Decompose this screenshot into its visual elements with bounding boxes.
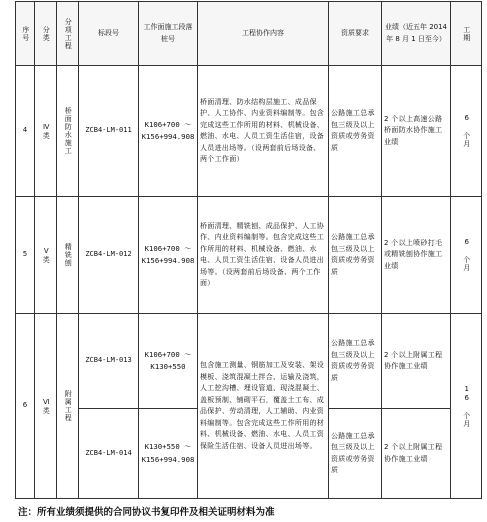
- row-work-range: K130+550 ～ K156+994.908: [139, 409, 198, 499]
- row-sub-project: 精铣刨: [57, 197, 79, 314]
- row-sub-project: 附属工程: [57, 314, 79, 499]
- row-section-no: ZCB4-LM-012: [79, 197, 139, 314]
- header-section-no: 标段号: [79, 2, 139, 66]
- header-sub-project: 分项工程: [57, 2, 79, 66]
- row-section-no: ZCB4-LM-011: [79, 66, 139, 197]
- row-content: 包含施工测量、钢筋加工及安装、架设模板、浇筑混凝土拌合、运输及浇筑，人工挖沟槽、埋设管道、现浇混凝土、盖板预制、铺砌平石，覆盖土工布、成品保护、劳动清理，人工辅助、内业资料编制等。包含完成这些工作所用的材料、机械设备、燃油、水电、人员工资保险生活住宿、设备人员进出场等。: [198, 314, 329, 499]
- row-seq: 6: [16, 314, 35, 499]
- row-performance: 2 个以上喷砂打毛或精铣刨协作施工业绩: [382, 197, 451, 314]
- row-qualification: 公路施工总承包三级及以上资质或劳务资质: [329, 197, 382, 314]
- header-performance: 业绩（近五年 2014 年 8 月 1 日至今）: [382, 2, 451, 66]
- row-duration: 6 个月: [451, 66, 482, 197]
- table-row: [16, 314, 482, 409]
- row-work-range: K106+700 ～ K156+994.908: [139, 66, 198, 197]
- header-seq: 序号: [16, 2, 35, 66]
- row-sub-project: 桥面防水施工: [57, 66, 79, 197]
- row-duration: 16 个月: [451, 314, 482, 499]
- cooperation-table: [15, 1, 482, 499]
- row-qualification: 公路施工总承包三级及以上资质或劳务资质: [329, 66, 382, 197]
- table-row: [16, 197, 482, 314]
- table-row: [16, 66, 482, 197]
- row-section-no: ZCB4-LM-014: [79, 409, 139, 499]
- row-section-no: ZCB4-LM-013: [79, 314, 139, 409]
- header-work-range: 工作面施工段落桩号: [139, 2, 198, 66]
- row-qualification: 公路施工总承包三级及以上资质或劳务资质: [329, 314, 382, 409]
- row-category: Ⅵ类: [35, 314, 57, 499]
- table-header-row: [16, 2, 482, 66]
- footnote: 注：所有业绩须提供的合同协议书复印件及相关证明材料为准: [18, 507, 275, 518]
- row-qualification: 公路施工总承包三级及以上资质或劳务资质: [329, 409, 382, 499]
- row-content: 桥面清理、防水结构层施工、成品保护、人工协作、内业资料编制等。包含完成这些工作所用的材料、机械设备、燃油、水电、人员工资生活住宿，设备人员进出场等。（设两套前后场设备、两个工作面）: [198, 66, 329, 197]
- header-duration: 工期: [451, 2, 482, 66]
- row-seq: 4: [16, 66, 35, 197]
- header-qualification: 资质要求: [329, 2, 382, 66]
- row-content: 桥面清理、精铣刨、成品保护、人工协作、内业资料编制等。包含完成这些工作所用的材料、机械设备、燃油、水电、人员工资生活住宿、设备人员进出场等。（设两套前后场设备、两个工作面）: [198, 197, 329, 314]
- header-category: 分类: [35, 2, 57, 66]
- row-category: Ⅴ类: [35, 197, 57, 314]
- header-content: 工程协作内容: [198, 2, 329, 66]
- row-duration: 6 个月: [451, 197, 482, 314]
- row-seq: 5: [16, 197, 35, 314]
- row-work-range: K106+700 ～ K130+550: [139, 314, 198, 409]
- row-performance: 2 个以上高速公路桥面防水协作施工业绩: [382, 66, 451, 197]
- row-performance: 2 个以上附属工程协作施工业绩: [382, 314, 451, 409]
- row-performance: 2 个以上附属工程协作施工业绩: [382, 409, 451, 499]
- row-work-range: K106+700 ～ K156+994.908: [139, 197, 198, 314]
- row-category: Ⅳ类: [35, 66, 57, 197]
